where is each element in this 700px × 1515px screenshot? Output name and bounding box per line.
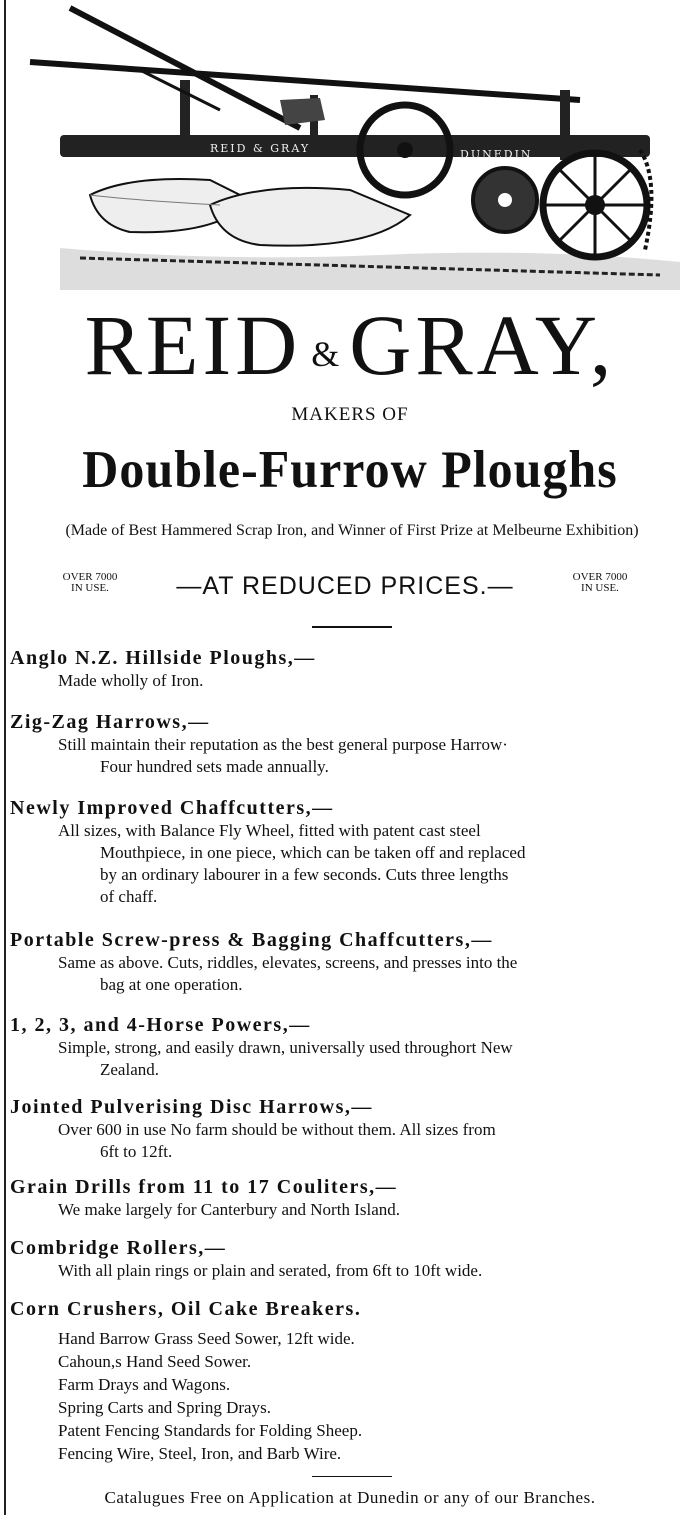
plough-illustration (20, 0, 700, 295)
section-line: Zealand. (100, 1060, 159, 1079)
section-heading: Anglo N.Z. Hillside Ploughs,— (10, 647, 316, 669)
over-right-top: OVER 7000 (572, 571, 628, 583)
section-heading: Combridge Rollers,— (10, 1237, 227, 1259)
section-horse-powers (10, 1013, 694, 1081)
divider (312, 1476, 392, 1477)
section-line: bag at one operation. (100, 975, 243, 994)
section-zigzag-harrows (10, 710, 694, 778)
subtitle: (Made of Best Hammered Scrap Iron, and Winner of First Prize at Melbeurne Exhibition) (65, 522, 639, 539)
section-corn-crushers (10, 1297, 694, 1321)
reduced-prices: —AT REDUCED PRICES.— (176, 572, 514, 600)
section-line: Mouthpiece, in one piece, which can be taken off and replaced (100, 843, 526, 862)
section-rollers (10, 1236, 694, 1282)
headline: Double-Furrow Ploughs (82, 439, 618, 499)
list-item: Spring Carts and Spring Drays. (58, 1398, 271, 1417)
section-body (58, 820, 694, 908)
section-line: Made wholly of Iron. (58, 671, 204, 690)
section-line: by an ordinary labourer in a few seconds. Cuts three lengths (100, 865, 509, 884)
over-left-bottom: IN USE. (71, 582, 109, 594)
over-right-bottom: IN USE. (581, 582, 619, 594)
section-body (58, 670, 694, 692)
section-heading: Newly Improved Chaffcutters,— (10, 797, 334, 819)
section-line: of chaff. (100, 887, 158, 906)
misc-list (58, 1327, 362, 1465)
plough-maker-label: REID & GRAY (210, 142, 311, 155)
over-left-top: OVER 7000 (62, 571, 118, 583)
section-heading: Zig-Zag Harrows,— (10, 711, 210, 733)
section-line: With all plain rings or plain and serated, from 6ft to 10ft wide. (58, 1261, 483, 1280)
section-line: Four hundred sets made annually. (100, 757, 329, 776)
section-grain-drills (10, 1175, 694, 1221)
column-rule (4, 0, 6, 1515)
section-heading: Portable Screw-press & Bagging Chaffcutters,— (10, 929, 493, 951)
section-heading: Corn Crushers, Oil Cake Breakers. (10, 1298, 362, 1320)
section-body (58, 1037, 694, 1081)
section-line: 6ft to 12ft. (100, 1142, 173, 1161)
plough-town-label: DUNEDIN (460, 148, 533, 161)
list-item: Cahoun,s Hand Seed Sower. (58, 1352, 252, 1371)
makers-of: MAKERS OF (291, 404, 409, 425)
section-body (58, 1119, 694, 1163)
section-line: Over 600 in use No farm should be without them. All sizes from (58, 1120, 496, 1139)
section-body (58, 952, 694, 996)
brand-left: REID (84, 297, 302, 393)
over-right-note (540, 572, 660, 594)
brand-ampersand: & (311, 334, 340, 375)
over-left-note (30, 572, 150, 594)
section-hillside-ploughs (10, 646, 694, 692)
list-item: Fencing Wire, Steel, Iron, and Barb Wire. (58, 1444, 342, 1463)
list-item: Patent Fencing Standards for Folding Sheep. (58, 1421, 363, 1440)
section-chaffcutters (10, 796, 694, 908)
section-heading: Grain Drills from 11 to 17 Couliters,— (10, 1176, 398, 1198)
section-line: Still maintain their reputation as the best general purpose Harrow· (58, 735, 508, 754)
divider (312, 626, 392, 628)
section-screw-press (10, 928, 694, 996)
section-line: Simple, strong, and easily drawn, universally used throughort New (58, 1038, 513, 1057)
section-heading: Jointed Pulverising Disc Harrows,— (10, 1096, 373, 1118)
section-body (58, 1260, 694, 1282)
section-heading: 1, 2, 3, and 4-Horse Powers,— (10, 1014, 311, 1036)
brand-right: GRAY, (349, 297, 616, 393)
brand-title (0, 297, 700, 393)
section-line: All sizes, with Balance Fly Wheel, fitted with patent cast steel (58, 821, 481, 840)
prices-row (30, 570, 660, 606)
list-item: Farm Drays and Wagons. (58, 1375, 231, 1394)
section-disc-harrows (10, 1095, 694, 1163)
section-body (58, 1199, 694, 1221)
list-item: Hand Barrow Grass Seed Sower, 12ft wide. (58, 1329, 355, 1348)
section-line: Same as above. Cuts, riddles, elevates, screens, and presses into the (58, 953, 518, 972)
catalogue-footer: Catalugues Free on Application at Dunedin or any of our Branches. (104, 1488, 596, 1507)
section-line: We make largely for Canterbury and North Island. (58, 1200, 400, 1219)
section-body (58, 734, 694, 778)
